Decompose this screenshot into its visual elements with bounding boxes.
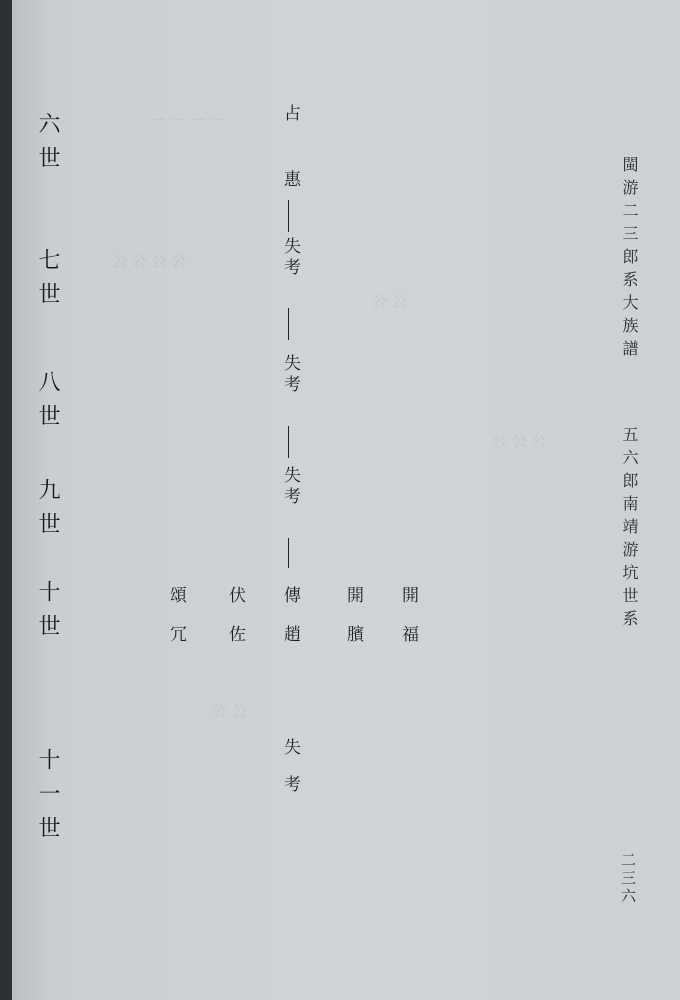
generation-label-9: 九世: [35, 478, 60, 546]
page-number: 二三六: [619, 852, 637, 906]
person-songrong: 頌冗: [166, 586, 186, 664]
book-title: 閩游二三郎系大族譜: [620, 156, 639, 363]
generation-label-8: 八世: [35, 370, 60, 438]
section-title: 五六郎南靖游坑世系: [620, 426, 639, 633]
generation-label-11: 十一世: [35, 748, 60, 850]
person-unknown-7: 失考: [280, 237, 300, 279]
generation-label-6: 六世: [35, 112, 60, 180]
person-hui: 惠: [280, 170, 300, 191]
person-chuanzhao: 傳趙: [280, 586, 300, 664]
lineage-connector: [288, 200, 289, 232]
lineage-connector: [288, 538, 289, 568]
generation-label-10: 十世: [35, 580, 60, 648]
person-unknown-11: 失考: [280, 738, 300, 812]
person-unknown-8: 失考: [280, 354, 300, 396]
person-fuzuo: 伏佐: [225, 586, 245, 664]
lineage-connector: [288, 426, 289, 458]
person-kaifu: 開福: [398, 586, 418, 664]
generation-label-7: 七世: [35, 248, 60, 316]
person-unknown-9: 失考: [280, 466, 300, 508]
person-kaibin: 開臏: [343, 586, 363, 664]
lineage-connector: [288, 308, 289, 340]
book-page: 一 一 一 一 公 公 公 公 公 公 公 公 公 公 公 六世 七世 八世 九世 十世 十一世 占 惠 失考 失考 失考 開福 開臏 傳趙 伏佐 頌冗 失考 閩游二三郎系大族譜 五六郎南靖游坑世系 二三六: [12, 0, 680, 1000]
person-zhan: 占: [280, 104, 300, 125]
